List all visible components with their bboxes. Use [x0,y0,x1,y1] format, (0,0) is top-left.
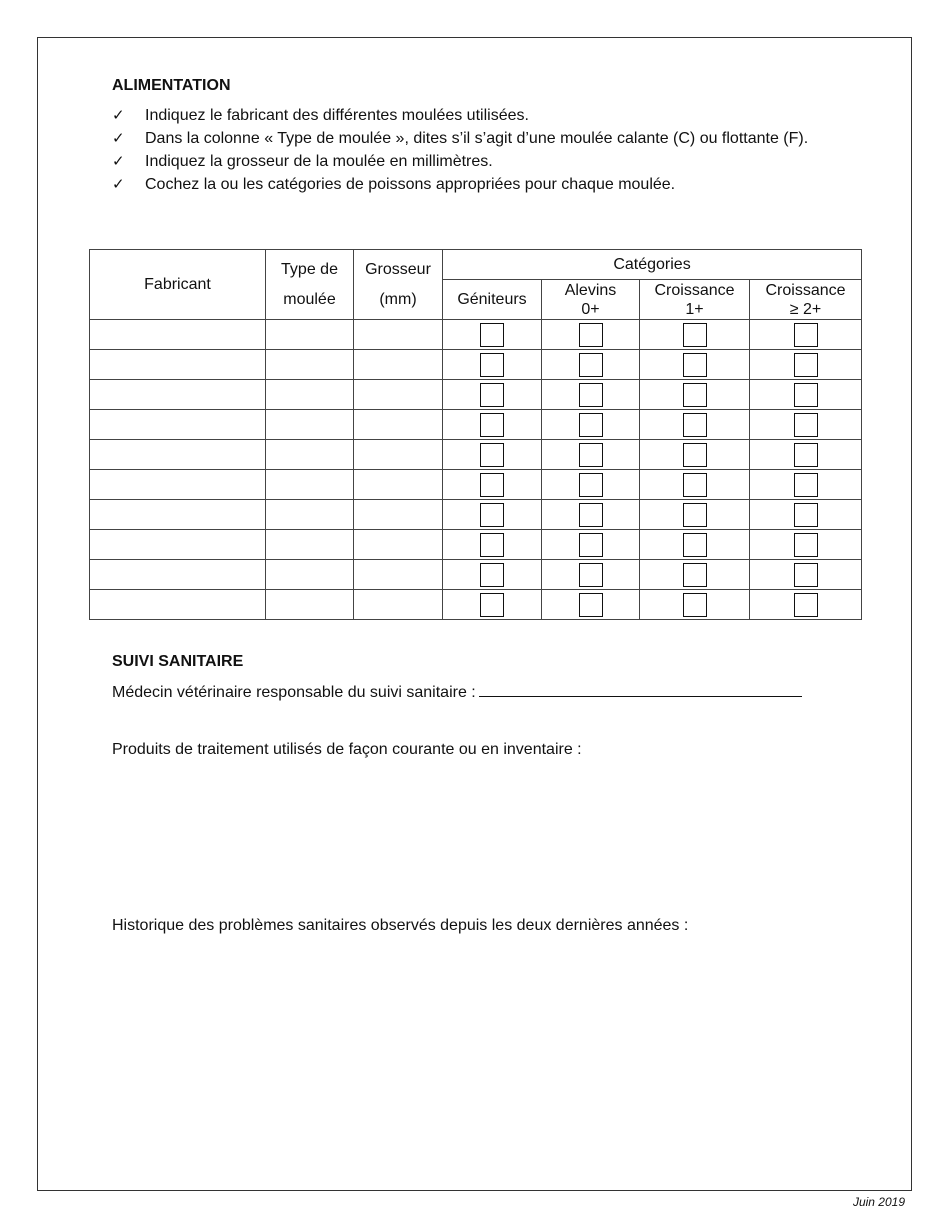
fabricant-cell[interactable] [90,380,266,410]
header-grosseur-line2: (mm) [379,290,417,308]
header-croissance-1-line2: 1+ [685,300,704,318]
croissance-2-cell [750,410,862,440]
grosseur-cell[interactable] [354,410,443,440]
croissance-1-checkbox[interactable] [683,563,707,587]
instruction-text: Cochez la ou les catégories de poissons appropriées pour chaque moulée. [145,176,676,193]
grosseur-cell[interactable] [354,440,443,470]
croissance-2-checkbox[interactable] [794,353,818,377]
type-cell[interactable] [266,410,354,440]
header-grosseur [354,250,443,320]
checkmark-icon: ✓ [112,153,125,170]
alevins-cell [542,590,640,620]
grosseur-cell[interactable] [354,320,443,350]
croissance-2-cell [750,590,862,620]
croissance-2-checkbox[interactable] [794,323,818,347]
footer-date: Juin 2019 [852,1195,905,1209]
instructions-list [112,105,847,197]
geniteurs-checkbox[interactable] [480,593,504,617]
fabricant-cell[interactable] [90,560,266,590]
croissance-1-cell [640,410,750,440]
croissance-1-cell [640,560,750,590]
grosseur-cell[interactable] [354,500,443,530]
alevins-checkbox[interactable] [579,563,603,587]
croissance-1-checkbox[interactable] [683,503,707,527]
alevins-cell [542,380,640,410]
type-cell[interactable] [266,470,354,500]
croissance-1-checkbox[interactable] [683,533,707,557]
alevins-checkbox[interactable] [579,533,603,557]
croissance-2-checkbox[interactable] [794,533,818,557]
header-geniteurs: Géniteurs [443,280,542,320]
fabricant-cell[interactable] [90,470,266,500]
instruction-item [112,128,847,150]
croissance-1-cell [640,320,750,350]
table-row [90,500,862,530]
alevins-checkbox[interactable] [579,443,603,467]
alevins-checkbox[interactable] [579,353,603,377]
geniteurs-cell [443,440,542,470]
croissance-1-cell [640,500,750,530]
fabricant-cell[interactable] [90,530,266,560]
alevins-cell [542,440,640,470]
alevins-cell [542,530,640,560]
instruction-item [112,174,847,196]
table-row [90,320,862,350]
type-cell[interactable] [266,530,354,560]
instruction-item [112,151,847,173]
type-cell[interactable] [266,500,354,530]
grosseur-cell[interactable] [354,470,443,500]
veterinaire-label: Médecin vétérinaire responsable du suivi sanitaire : [112,684,476,701]
table-body [90,320,862,620]
instruction-item [112,105,847,127]
grosseur-cell[interactable] [354,590,443,620]
croissance-2-cell [750,380,862,410]
header-fabricant: Fabricant [90,250,266,320]
croissance-1-checkbox[interactable] [683,383,707,407]
alevins-checkbox[interactable] [579,593,603,617]
feed-table [89,249,862,620]
checkmark-icon: ✓ [112,130,125,147]
croissance-2-cell [750,560,862,590]
header-croissance-1 [640,280,750,320]
croissance-1-cell [640,380,750,410]
type-cell[interactable] [266,560,354,590]
croissance-1-cell [640,440,750,470]
table-row [90,530,862,560]
fabricant-cell[interactable] [90,590,266,620]
croissance-1-checkbox[interactable] [683,473,707,497]
alevins-cell [542,350,640,380]
produits-label: Produits de traitement utilisés de façon courante ou en inventaire : [112,741,582,758]
alevins-cell [542,320,640,350]
alevins-checkbox[interactable] [579,323,603,347]
instruction-text: Indiquez le fabricant des différentes moulées utilisées. [145,107,529,124]
header-type-line2: moulée [283,290,336,308]
croissance-2-checkbox[interactable] [794,473,818,497]
alevins-cell [542,500,640,530]
historique-label: Historique des problèmes sanitaires observés depuis les deux dernières années : [112,917,689,934]
geniteurs-cell [443,500,542,530]
croissance-1-cell [640,470,750,500]
geniteurs-checkbox[interactable] [480,473,504,497]
croissance-1-checkbox[interactable] [683,353,707,377]
alevins-checkbox[interactable] [579,473,603,497]
table-row [90,590,862,620]
croissance-2-checkbox[interactable] [794,443,818,467]
geniteurs-checkbox[interactable] [480,563,504,587]
table-row [90,560,862,590]
geniteurs-cell [443,530,542,560]
croissance-1-checkbox[interactable] [683,593,707,617]
croissance-1-cell [640,350,750,380]
croissance-2-checkbox[interactable] [794,563,818,587]
grosseur-cell[interactable] [354,350,443,380]
table-row [90,410,862,440]
croissance-2-checkbox[interactable] [794,503,818,527]
geniteurs-checkbox[interactable] [480,323,504,347]
header-alevins-line1: Alevins [564,281,617,299]
geniteurs-checkbox[interactable] [480,413,504,437]
header-grosseur-line1: Grosseur [365,260,431,278]
grosseur-cell[interactable] [354,560,443,590]
header-type [266,250,354,320]
header-categories: Catégories [443,250,862,280]
type-cell[interactable] [266,380,354,410]
croissance-1-cell [640,590,750,620]
geniteurs-cell [443,380,542,410]
grosseur-cell[interactable] [354,530,443,560]
croissance-2-cell [750,350,862,380]
instruction-text: Indiquez la grosseur de la moulée en millimètres. [145,153,493,170]
fabricant-cell[interactable] [90,500,266,530]
geniteurs-checkbox[interactable] [480,503,504,527]
type-cell[interactable] [266,590,354,620]
geniteurs-checkbox[interactable] [480,383,504,407]
croissance-2-cell [750,500,862,530]
header-alevins-line2: 0+ [581,300,600,318]
table-row [90,350,862,380]
checkmark-icon: ✓ [112,107,125,124]
alevins-cell [542,410,640,440]
alevins-cell [542,470,640,500]
type-cell[interactable] [266,440,354,470]
geniteurs-checkbox[interactable] [480,353,504,377]
alevins-checkbox[interactable] [579,383,603,407]
croissance-2-cell [750,320,862,350]
header-croissance-2 [750,280,862,320]
alevins-checkbox[interactable] [579,413,603,437]
croissance-1-checkbox[interactable] [683,413,707,437]
header-alevins [542,280,640,320]
grosseur-cell[interactable] [354,380,443,410]
fabricant-cell[interactable] [90,410,266,440]
geniteurs-cell [443,350,542,380]
alevins-cell [542,560,640,590]
croissance-2-checkbox[interactable] [794,383,818,407]
table-row [90,470,862,500]
geniteurs-cell [443,410,542,440]
veterinaire-line [112,682,802,702]
header-croissance-2-line2: ≥ 2+ [789,300,822,318]
geniteurs-cell [443,560,542,590]
croissance-2-cell [750,530,862,560]
croissance-2-cell [750,470,862,500]
croissance-1-checkbox[interactable] [683,443,707,467]
geniteurs-cell [443,590,542,620]
type-cell[interactable] [266,350,354,380]
geniteurs-checkbox[interactable] [480,533,504,557]
type-cell[interactable] [266,320,354,350]
croissance-2-cell [750,440,862,470]
geniteurs-cell [443,470,542,500]
croissance-1-checkbox[interactable] [683,323,707,347]
header-type-line1: Type de [281,260,338,278]
fabricant-cell[interactable] [90,350,266,380]
fabricant-cell[interactable] [90,440,266,470]
header-croissance-2-line1: Croissance [765,281,846,299]
geniteurs-checkbox[interactable] [480,443,504,467]
geniteurs-cell [443,320,542,350]
table-row [90,380,862,410]
alevins-checkbox[interactable] [579,503,603,527]
veterinaire-input-line[interactable] [479,682,802,697]
table-row [90,440,862,470]
croissance-1-cell [640,530,750,560]
croissance-2-checkbox[interactable] [794,593,818,617]
header-croissance-1-line1: Croissance [654,281,735,299]
instruction-text: Dans la colonne « Type de moulée », dites s’il s’agit d’une moulée calante (C) ou flottante (F). [145,130,809,147]
croissance-2-checkbox[interactable] [794,413,818,437]
alimentation-title: ALIMENTATION [112,77,231,94]
checkmark-icon: ✓ [112,176,125,193]
suivi-title: SUIVI SANITAIRE [112,653,244,670]
fabricant-cell[interactable] [90,320,266,350]
